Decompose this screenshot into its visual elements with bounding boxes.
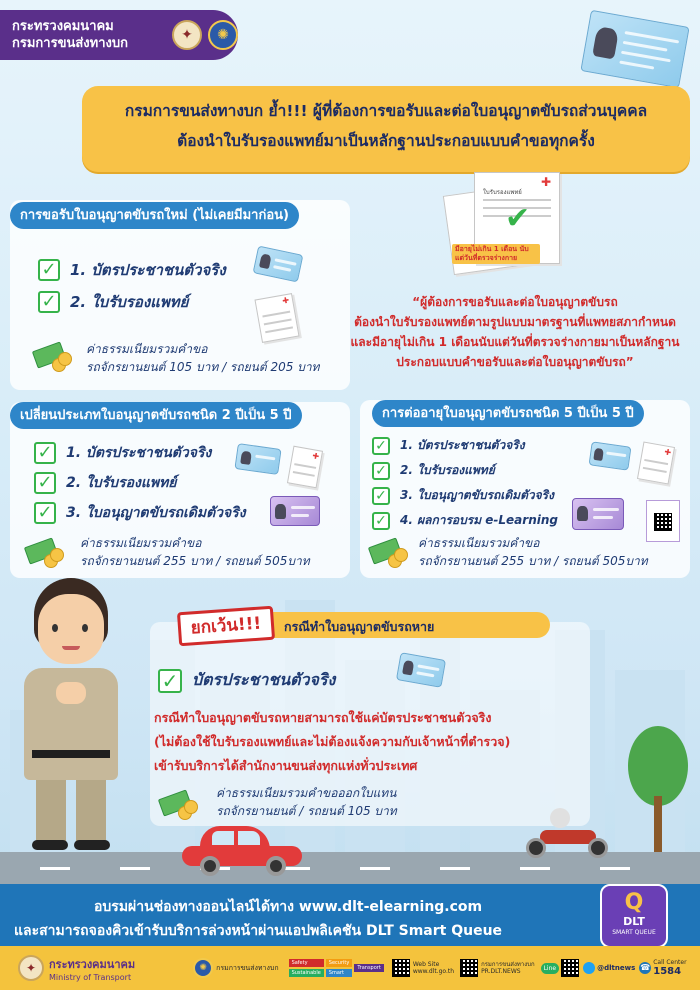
new-license-fee: ค่าธรรมเนียมรวมคำขอ รถจักรยานยนต์ 105 บาท / รถยนต์ 205 บาท xyxy=(86,342,320,374)
twitter-info[interactable]: @dltnews xyxy=(583,962,635,974)
ministry-badge xyxy=(0,10,238,60)
call-center-info[interactable]: ☎ Call Center 1584 xyxy=(640,959,687,977)
footer-ministry-en: Ministry of Transport xyxy=(49,972,132,982)
check-icon: ✓ xyxy=(372,512,390,530)
ministry-seal-icon: ✦ xyxy=(172,20,202,50)
money-icon xyxy=(160,788,200,824)
id-card-image xyxy=(580,10,689,88)
check-icon: ✓ xyxy=(34,442,56,464)
medical-doc-title: ใบรับรองแพทย์ xyxy=(483,189,522,196)
footer-dept: กรมการขนส่งทางบก xyxy=(216,963,279,972)
dlt-smart-queue-logo[interactable]: Q DLT SMART QUEUE xyxy=(600,884,668,948)
check-icon: ✓ xyxy=(158,669,182,693)
headline-line-1: กรมการขนส่งทางบก ย้ำ!!! ผู้ที่ต้องการขอรับและต่อใบอนุญาตขับรถส่วนบุคคล xyxy=(124,102,648,120)
medical-doc-stamp: มีอายุไม่เกิน 1 เดือน นับแต่วันที่ตรวจร่างกาย xyxy=(452,244,540,264)
transport-tag: Transport xyxy=(354,964,383,972)
check-icon: ✓ xyxy=(372,462,390,480)
check-icon: ✓ xyxy=(372,437,390,455)
check-icon: ✓ xyxy=(34,472,56,494)
elearning-line: อบรมผ่านช่องทางออนไลน์ได้ทาง www.dlt-elearning.com xyxy=(94,899,483,915)
driver-license-image xyxy=(270,496,320,526)
officer-character-illustration xyxy=(6,572,136,852)
lost-license-fee: ค่าธรรมเนียมรวมคำขอออกใบแทน รถจักรยานยนต์ / รถยนต์ 105 บาท xyxy=(216,786,397,818)
renew-title: การต่ออายุใบอนุญาตขับรถชนิด 5 ปีเป็น 5 ปี xyxy=(372,400,644,427)
renew-fee: ค่าธรรมเนียมรวมคำขอ รถจักรยานยนต์ 255 บาท / รถยนต์ 505บาท xyxy=(418,536,648,568)
change-type-item-1: ✓ 1. บัตรประชาชนตัวจริง xyxy=(34,442,211,464)
change-type-item-3: ✓ 3. ใบอนุญาตขับรถเดิมตัวจริง xyxy=(34,502,246,524)
elearning-certificate-image xyxy=(646,500,680,542)
money-icon xyxy=(34,340,74,376)
exception-badge: ยกเว้น!!! xyxy=(177,606,275,647)
check-icon: ✓ xyxy=(34,502,56,524)
renew-item-2: ✓ 2. ใบรับรองแพทย์ xyxy=(372,461,495,480)
department-seal-icon: ✺ xyxy=(193,958,213,978)
footer-ministry-th: กระทรวงคมนาคม xyxy=(49,957,136,971)
renew-item-4: ✓ 4. ผลการอบรม e-Learning xyxy=(372,511,558,530)
new-license-title: การขอรับใบอนุญาตขับรถใหม่ (ไม่เคยมีมาก่อน) xyxy=(10,202,299,229)
qr-code-icon xyxy=(460,959,478,977)
qr-code-icon xyxy=(561,959,579,977)
medical-doc-image: ✚ xyxy=(637,442,675,485)
lost-license-title-bar xyxy=(250,612,550,638)
check-icon: ✓ xyxy=(38,259,60,281)
facebook-info[interactable]: กรมการขนส่งทางบก PR.DLT.NEWS xyxy=(460,959,535,977)
change-type-fee: ค่าธรรมเนียมรวมคำขอ รถจักรยานยนต์ 255 บาท / รถยนต์ 505บาท xyxy=(80,536,310,568)
money-icon xyxy=(26,536,66,572)
elearning-banner xyxy=(0,884,700,946)
safety-tags: Safety Security Sustainable Smart xyxy=(289,959,353,977)
queue-q-icon: Q xyxy=(624,890,644,915)
phone-icon: ☎ xyxy=(640,963,651,972)
department-name: กรมการขนส่งทางบก xyxy=(12,36,128,51)
check-icon: ✓ xyxy=(38,291,60,313)
car-illustration xyxy=(182,826,302,876)
ministry-seal-icon: ✦ xyxy=(18,955,44,981)
change-type-item-2: ✓ 2. ใบรับรองแพทย์ xyxy=(34,472,177,494)
new-license-item-2: ✓ 2. ใบรับรองแพทย์ xyxy=(38,290,188,314)
medical-doc-image: ✚ xyxy=(287,446,323,489)
tree-illustration xyxy=(628,726,688,852)
change-type-title: เปลี่ยนประเภทใบอนุญาตขับรถชนิด 2 ปีเป็น 5 ปี xyxy=(10,402,302,429)
driver-license-image xyxy=(572,498,624,530)
medical-doc-image: ✚ xyxy=(254,293,299,343)
medical-certificate-illustration: ✚ ใบรับรองแพทย์ ✔ มีอายุไม่เกิน 1 เดือน นับแต่วันที่ตรวจร่างกาย xyxy=(448,172,558,272)
footer xyxy=(0,946,700,990)
smart-queue-line: และสามารถจองคิวเข้ารับบริการล่วงหน้าผ่านแอปพลิเคชัน DLT Smart Queue xyxy=(14,923,503,939)
money-icon xyxy=(370,536,410,572)
department-seal-icon: ✺ xyxy=(208,20,238,50)
twitter-icon xyxy=(583,962,595,974)
headline-banner xyxy=(82,86,690,172)
website-info[interactable]: Web Site www.dlt.go.th xyxy=(392,959,454,977)
motorcycle-illustration xyxy=(526,808,612,858)
ministry-name: กระทรวงคมนาคม xyxy=(12,19,114,34)
checkmark-icon: ✔ xyxy=(505,201,531,236)
lost-license-item: ✓ บัตรประชาชนตัวจริง xyxy=(158,668,335,693)
lost-license-details: กรณีทำใบอนุญาตขับรถหายสามารถใช้แค่บัตรประชาชนตัวจริง (ไม่ต้องใช้ใบรับรองแพทย์และไม่ต้องแจ้งความกับเจ้าหน้าที่ตำรวจ) เข้ารับบริการได้สำนักงานขนส่งทุกแห่งทั่วประเทศ xyxy=(154,710,511,773)
line-info[interactable] xyxy=(541,959,580,977)
renew-item-3: ✓ 3. ใบอนุญาตขับรถเดิมตัวจริง xyxy=(372,486,554,505)
check-icon: ✓ xyxy=(372,487,390,505)
line-icon: Line xyxy=(541,963,560,974)
headline-line-2: ต้องนำใบรับรองแพทย์มาเป็นหลักฐานประกอบแบบคำขอทุกครั้ง xyxy=(177,132,595,150)
qr-code-icon xyxy=(392,959,410,977)
medical-cert-quote: “ผู้ต้องการขอรับและต่อใบอนุญาตขับรถ ต้องนำใบรับรองแพทย์ตามรูปแบบมาตรฐานที่แพทยสภากำหนด และมีอายุไม่เกิน 1 เดือนนับแต่วันที่ตรวจร่างกายมาเป็นหลักฐาน ประกอบแบบคำขอรับและต่อใบอนุญาตขับรถ” xyxy=(350,295,680,369)
renew-item-1: ✓ 1. บัตรประชาชนตัวจริง xyxy=(372,436,525,455)
new-license-item-1: ✓ 1. บัตรประชาชนตัวจริง xyxy=(38,258,226,282)
lost-license-title: กรณีทำใบอนุญาตขับรถหาย xyxy=(284,619,435,634)
